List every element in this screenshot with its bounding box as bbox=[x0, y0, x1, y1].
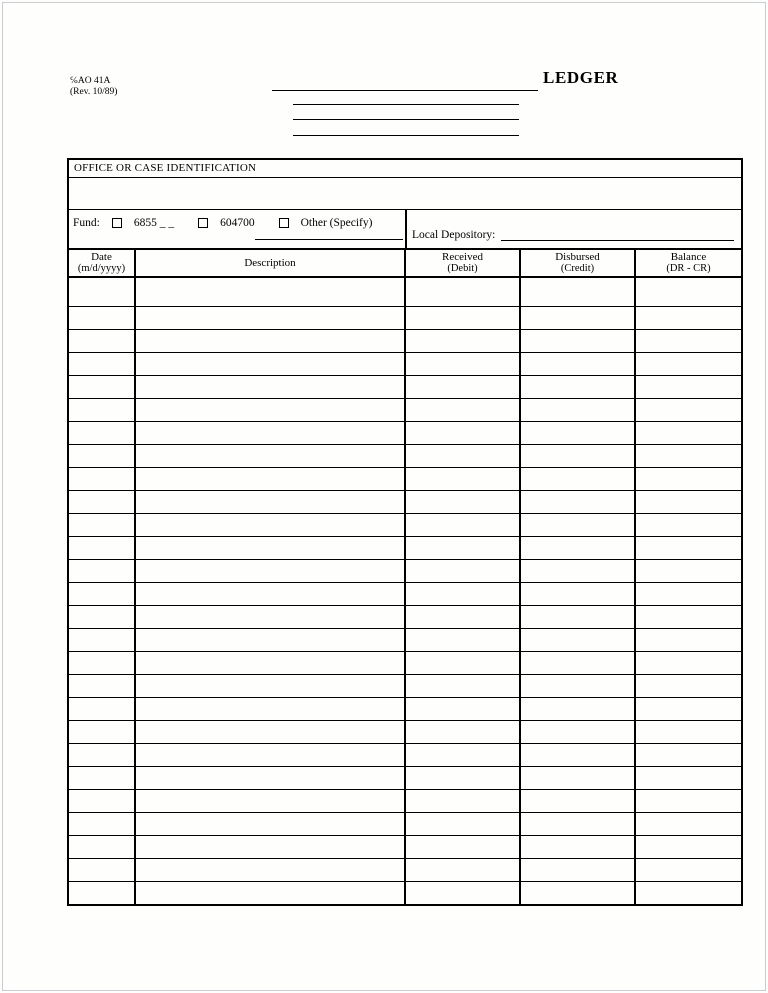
ledger-cell bbox=[69, 352, 135, 375]
ledger-cell bbox=[635, 835, 741, 858]
ledger-cell bbox=[69, 444, 135, 467]
ledger-cell bbox=[135, 559, 405, 582]
ledger-cell bbox=[135, 329, 405, 352]
ledger-cell bbox=[520, 743, 635, 766]
ledger-cell bbox=[520, 697, 635, 720]
fund-option-6855: 6855 _ _ bbox=[133, 217, 175, 229]
page-title: LEDGER bbox=[543, 68, 619, 87]
ledger-row bbox=[69, 881, 741, 904]
ledger-cell bbox=[69, 812, 135, 835]
header-blank-line-1 bbox=[293, 104, 519, 105]
header-blank-line-3 bbox=[293, 135, 519, 136]
ledger-cell bbox=[135, 720, 405, 743]
ledger-cell bbox=[135, 513, 405, 536]
ledger-cell bbox=[405, 674, 520, 697]
ledger-cell bbox=[520, 559, 635, 582]
fund-checkbox-604700[interactable] bbox=[198, 218, 208, 228]
ledger-cell bbox=[635, 766, 741, 789]
ledger-cell bbox=[135, 835, 405, 858]
ledger-cell bbox=[520, 835, 635, 858]
ledger-cell bbox=[405, 277, 520, 306]
ledger-cell bbox=[69, 674, 135, 697]
ledger-cell bbox=[520, 444, 635, 467]
form-id-block bbox=[70, 76, 117, 98]
ledger-cell bbox=[135, 766, 405, 789]
ledger-cell bbox=[635, 536, 741, 559]
ledger-cell bbox=[69, 605, 135, 628]
ledger-cell bbox=[635, 329, 741, 352]
ledger-cell bbox=[405, 881, 520, 904]
ledger-cell bbox=[635, 582, 741, 605]
ledger-cell bbox=[635, 444, 741, 467]
ledger-cell bbox=[635, 651, 741, 674]
local-depository-blank-line bbox=[501, 227, 734, 241]
ledger-row bbox=[69, 329, 741, 352]
ledger-cell bbox=[69, 306, 135, 329]
ledger-cell bbox=[135, 651, 405, 674]
ledger-cell bbox=[69, 766, 135, 789]
ledger-row bbox=[69, 766, 741, 789]
ledger-row bbox=[69, 674, 741, 697]
ledger-row bbox=[69, 513, 741, 536]
ledger-cell bbox=[635, 674, 741, 697]
ledger-cell bbox=[405, 306, 520, 329]
ledger-cell bbox=[635, 398, 741, 421]
ledger-row bbox=[69, 835, 741, 858]
ledger-cell bbox=[69, 789, 135, 812]
ledger-cell bbox=[405, 375, 520, 398]
ledger-cell bbox=[135, 444, 405, 467]
form-revision: (Rev. 10/89) bbox=[70, 87, 118, 97]
ledger-cell bbox=[135, 352, 405, 375]
ledger-cell bbox=[635, 306, 741, 329]
ledger-cell bbox=[635, 628, 741, 651]
ledger-row bbox=[69, 697, 741, 720]
ledger-row bbox=[69, 789, 741, 812]
office-case-identification-label: OFFICE OR CASE IDENTIFICATION bbox=[69, 160, 741, 178]
ledger-cell bbox=[520, 766, 635, 789]
ledger-cell bbox=[405, 421, 520, 444]
ledger-cell bbox=[635, 743, 741, 766]
ledger-cell bbox=[520, 352, 635, 375]
ledger-cell bbox=[405, 743, 520, 766]
ledger-cell bbox=[405, 789, 520, 812]
ledger-cell bbox=[520, 582, 635, 605]
fund-checkbox-other[interactable] bbox=[279, 218, 289, 228]
ledger-cell bbox=[405, 513, 520, 536]
ledger-cell bbox=[520, 467, 635, 490]
ledger-cell bbox=[635, 421, 741, 444]
ledger-row bbox=[69, 467, 741, 490]
office-case-identification-box bbox=[69, 160, 741, 210]
ledger-cell bbox=[69, 375, 135, 398]
ledger-cell bbox=[405, 835, 520, 858]
ledger-cell bbox=[405, 697, 520, 720]
ledger-cell bbox=[135, 277, 405, 306]
ledger-cell bbox=[405, 858, 520, 881]
ledger-cell bbox=[69, 398, 135, 421]
ledger-cell bbox=[520, 490, 635, 513]
ledger-row bbox=[69, 582, 741, 605]
ledger-row bbox=[69, 651, 741, 674]
ledger-row bbox=[69, 720, 741, 743]
ledger-cell bbox=[635, 490, 741, 513]
ledger-cell bbox=[635, 697, 741, 720]
ledger-row bbox=[69, 743, 741, 766]
ledger-cell bbox=[635, 605, 741, 628]
ledger-cell bbox=[635, 720, 741, 743]
ledger-cell bbox=[520, 421, 635, 444]
ledger-row bbox=[69, 421, 741, 444]
ledger-cell bbox=[405, 329, 520, 352]
ledger-cell bbox=[635, 352, 741, 375]
ledger-cell bbox=[405, 628, 520, 651]
ledger-cell bbox=[135, 628, 405, 651]
ledger-cell bbox=[635, 467, 741, 490]
ledger-cell bbox=[405, 720, 520, 743]
ledger-cell bbox=[635, 513, 741, 536]
header-blank-line-2 bbox=[293, 119, 519, 120]
ledger-cell bbox=[69, 559, 135, 582]
ledger-cell bbox=[69, 467, 135, 490]
ledger-cell bbox=[69, 628, 135, 651]
fund-cell bbox=[69, 210, 405, 248]
ledger-cell bbox=[405, 444, 520, 467]
other-specify-blank-line bbox=[255, 239, 403, 240]
ledger-cell bbox=[69, 277, 135, 306]
column-header-disbursed: Disbursed (Credit) bbox=[520, 250, 635, 277]
ledger-cell bbox=[69, 421, 135, 444]
ledger-row bbox=[69, 605, 741, 628]
ledger-cell bbox=[520, 674, 635, 697]
ledger-row bbox=[69, 628, 741, 651]
ledger-row bbox=[69, 559, 741, 582]
ledger-cell bbox=[69, 881, 135, 904]
ledger-cell bbox=[520, 720, 635, 743]
ledger-cell bbox=[135, 812, 405, 835]
column-header-received: Received (Debit) bbox=[405, 250, 520, 277]
fund-option-other: Other (Specify) bbox=[300, 217, 373, 229]
ledger-cell bbox=[520, 306, 635, 329]
ledger-cell bbox=[405, 766, 520, 789]
ledger-cell bbox=[405, 536, 520, 559]
ledger-cell bbox=[405, 812, 520, 835]
ledger-cell bbox=[69, 835, 135, 858]
ledger-row bbox=[69, 277, 741, 306]
ledger-cell bbox=[520, 513, 635, 536]
ledger-cell bbox=[405, 559, 520, 582]
column-header-description: Description bbox=[135, 250, 405, 277]
ledger-row bbox=[69, 398, 741, 421]
ledger-cell bbox=[520, 375, 635, 398]
ledger-cell bbox=[69, 513, 135, 536]
ledger-cell bbox=[405, 605, 520, 628]
ledger-row bbox=[69, 858, 741, 881]
ledger-cell bbox=[69, 697, 135, 720]
ledger-cell bbox=[135, 743, 405, 766]
ledger-cell bbox=[520, 628, 635, 651]
ledger-cell bbox=[405, 467, 520, 490]
ledger-cell bbox=[135, 858, 405, 881]
ledger-cell bbox=[135, 398, 405, 421]
column-header-date: Date (m/d/yyyy) bbox=[69, 250, 135, 277]
title-rule bbox=[272, 75, 538, 91]
ledger-row bbox=[69, 375, 741, 398]
ledger-cell bbox=[635, 812, 741, 835]
ledger-cell bbox=[135, 881, 405, 904]
ledger-cell bbox=[520, 789, 635, 812]
column-header-balance: Balance (DR - CR) bbox=[635, 250, 741, 277]
ledger-cell bbox=[135, 306, 405, 329]
ledger-cell bbox=[520, 858, 635, 881]
ledger-body bbox=[69, 277, 741, 904]
ledger-cell bbox=[135, 375, 405, 398]
ledger-cell bbox=[520, 812, 635, 835]
ledger-row bbox=[69, 490, 741, 513]
ledger-cell bbox=[520, 605, 635, 628]
ledger-cell bbox=[69, 490, 135, 513]
ledger-cell bbox=[635, 375, 741, 398]
ledger-cell bbox=[520, 651, 635, 674]
ledger-cell bbox=[405, 651, 520, 674]
ledger-cell bbox=[520, 536, 635, 559]
fund-label: Fund: bbox=[73, 217, 100, 229]
ledger-cell bbox=[135, 605, 405, 628]
ledger-cell bbox=[635, 789, 741, 812]
ledger-cell bbox=[69, 329, 135, 352]
ledger-cell bbox=[520, 398, 635, 421]
ledger-cell bbox=[520, 277, 635, 306]
form-body bbox=[67, 158, 743, 906]
fund-option-604700: 604700 bbox=[220, 217, 255, 229]
ledger-cell bbox=[135, 582, 405, 605]
ledger-cell bbox=[135, 467, 405, 490]
local-depository-cell bbox=[405, 210, 741, 248]
ledger-row bbox=[69, 536, 741, 559]
ledger-cell bbox=[135, 421, 405, 444]
form-number: ℅AO 41A bbox=[70, 76, 111, 86]
ledger-cell bbox=[635, 277, 741, 306]
ledger-cell bbox=[69, 720, 135, 743]
ledger-row bbox=[69, 812, 741, 835]
ledger-cell bbox=[69, 743, 135, 766]
ledger-cell bbox=[405, 352, 520, 375]
ledger-row bbox=[69, 444, 741, 467]
ledger-header-row bbox=[69, 250, 741, 277]
ledger-cell bbox=[69, 582, 135, 605]
fund-section bbox=[69, 210, 741, 250]
ledger-cell bbox=[135, 536, 405, 559]
ledger-row bbox=[69, 352, 741, 375]
ledger-cell bbox=[635, 559, 741, 582]
ledger-cell bbox=[69, 536, 135, 559]
ledger-cell bbox=[135, 789, 405, 812]
ledger-cell bbox=[135, 490, 405, 513]
ledger-row bbox=[69, 306, 741, 329]
ledger-cell bbox=[405, 582, 520, 605]
ledger-cell bbox=[69, 651, 135, 674]
ledger-cell bbox=[635, 858, 741, 881]
ledger-cell bbox=[635, 881, 741, 904]
ledger-cell bbox=[135, 697, 405, 720]
ledger-cell bbox=[135, 674, 405, 697]
ledger-cell bbox=[405, 398, 520, 421]
ledger-cell bbox=[520, 881, 635, 904]
ledger-cell bbox=[405, 490, 520, 513]
ledger-cell bbox=[69, 858, 135, 881]
ledger-table bbox=[69, 250, 741, 904]
fund-checkbox-6855[interactable] bbox=[112, 218, 122, 228]
local-depository-label: Local Depository: bbox=[412, 229, 496, 241]
ledger-cell bbox=[520, 329, 635, 352]
